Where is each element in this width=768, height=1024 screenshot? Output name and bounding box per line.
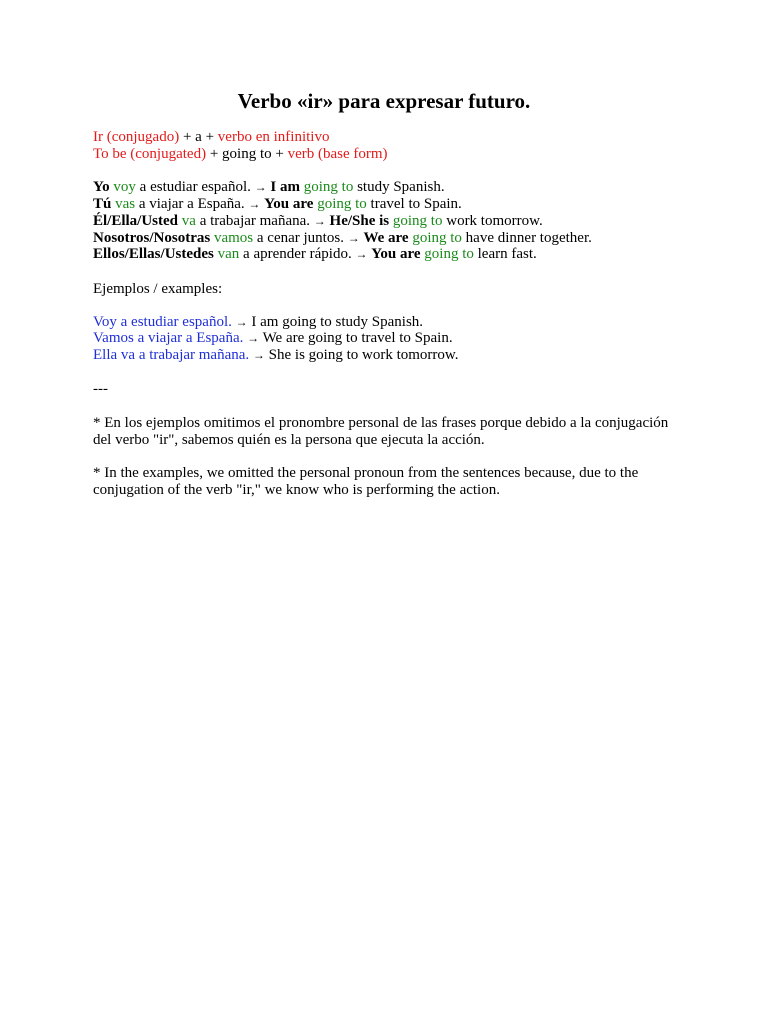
example-row — [93, 330, 453, 347]
subject: Ellos/Ellas/Ustedes — [93, 246, 214, 262]
page-title: Verbo «ir» para expresar futuro. — [237, 89, 531, 113]
verb: va — [181, 213, 196, 229]
formula-es — [93, 129, 329, 146]
en-subject: We are — [363, 230, 409, 246]
note-en: * In the examples, we omitted the personal pronoun from the sentences because, due to the conjugation of the verb "ir," we know who is performing the action. — [93, 465, 639, 498]
formula-es-part1: Ir (conjugado) — [93, 129, 180, 145]
arrow-icon: → — [355, 247, 368, 261]
en-going: going to — [303, 179, 354, 195]
subject: Yo — [93, 179, 110, 195]
rest-es: a trabajar mañana. — [195, 213, 314, 229]
en-subject: You are — [371, 246, 421, 262]
conjugation-row — [93, 230, 592, 247]
rest-es: a viajar a España. — [135, 196, 249, 212]
examples-heading: Ejemplos / examples: — [93, 281, 223, 297]
example-es: Ella va a trabajar mañana. — [93, 347, 250, 363]
example-en: We are going to travel to Spain. — [259, 330, 453, 346]
subject: Él/Ella/Usted — [93, 213, 179, 229]
en-subject: You are — [264, 196, 314, 212]
arrow-icon: → — [252, 348, 265, 362]
subject: Tú — [93, 196, 112, 212]
formula-en — [93, 146, 388, 163]
en-subject: I am — [270, 179, 300, 195]
example-en: I am going to study Spanish. — [247, 314, 424, 330]
arrow-icon: → — [248, 197, 261, 211]
conjugation-row — [93, 196, 462, 213]
en-subject: He/She is — [329, 213, 390, 229]
note-es: * En los ejemplos omitimos el pronombre personal de las frases porque debido a la conjugación del verbo "ir", sabemos quién es la persona que ejecuta la acción. — [93, 415, 669, 448]
formula-en-part1: To be (conjugated) — [93, 146, 207, 162]
rest-en: work tomorrow. — [442, 213, 543, 229]
rest-en: learn fast. — [473, 246, 537, 262]
separator: --- — [93, 381, 108, 397]
formula-es-sep: + a + — [179, 129, 218, 145]
rest-es: a estudiar español. — [135, 179, 255, 195]
example-row — [93, 347, 459, 364]
en-going: going to — [392, 213, 443, 229]
formula-es-part2: verbo en infinitivo — [217, 129, 330, 145]
arrow-icon: → — [313, 214, 326, 228]
example-row — [93, 314, 423, 331]
rest-es: a cenar juntos. — [253, 230, 348, 246]
rest-es: a aprender rápido. — [239, 246, 356, 262]
rest-en: have dinner together. — [461, 230, 592, 246]
example-en: She is going to work tomorrow. — [264, 347, 459, 363]
conjugation-row — [93, 213, 543, 230]
arrow-icon: → — [235, 315, 248, 329]
formula-en-sep: + going to + — [206, 146, 288, 162]
en-going: going to — [317, 196, 367, 212]
arrow-icon: → — [254, 180, 267, 194]
subject: Nosotros/Nosotras — [93, 230, 211, 246]
en-going: going to — [412, 230, 462, 246]
arrow-icon: → — [247, 331, 260, 345]
verb: voy — [113, 179, 136, 195]
verb: vas — [115, 196, 136, 212]
en-going: going to — [424, 246, 474, 262]
rest-en: study Spanish. — [353, 179, 445, 195]
example-es: Voy a estudiar español. — [93, 314, 232, 330]
formula-en-part2: verb (base form) — [287, 146, 388, 162]
arrow-icon: → — [347, 231, 360, 245]
rest-en: travel to Spain. — [366, 196, 462, 212]
verb: van — [217, 246, 240, 262]
conjugation-row — [93, 179, 445, 196]
conjugation-row — [93, 246, 537, 263]
verb: vamos — [213, 230, 254, 246]
example-es: Vamos a viajar a España. — [93, 330, 244, 346]
